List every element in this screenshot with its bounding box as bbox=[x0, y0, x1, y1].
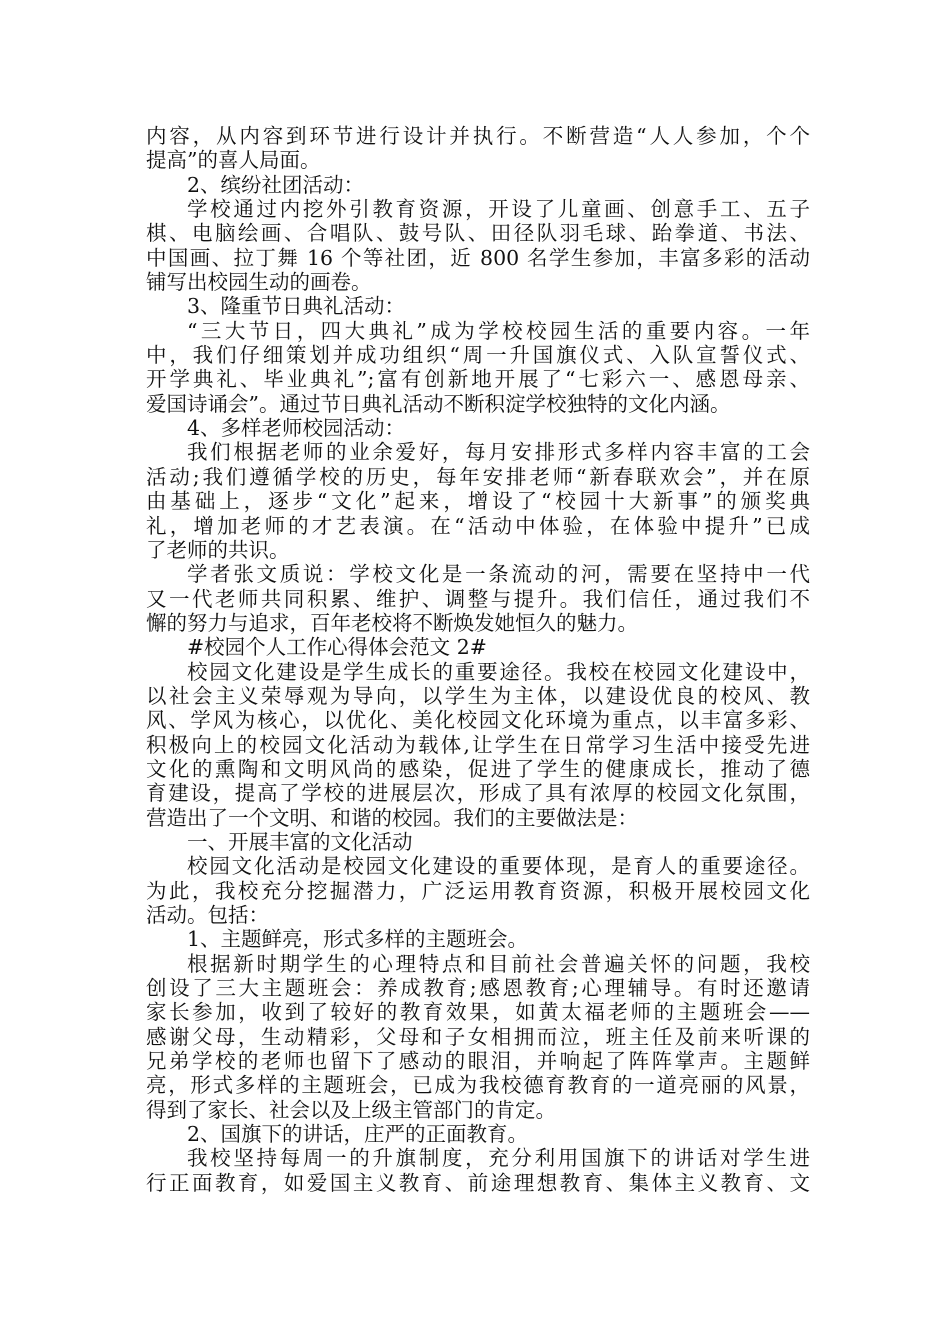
text-line: 铺写出校园生动的画卷。 bbox=[146, 270, 372, 295]
text-line: 中国画、拉丁舞 16 个等社团，近 800 名学生参加，丰富多彩的活动 bbox=[146, 245, 810, 270]
text-line: 校园文化建设是学生成长的重要途径。我校在校园文化建设中， bbox=[187, 659, 810, 684]
text-line: 风、学风为核心，以优化、美化校园文化环境为重点，以丰富多彩、 bbox=[146, 708, 810, 733]
text-line: 提高”的喜人局面。 bbox=[146, 148, 321, 173]
text-line: 创设了三大主题班会：养成教育;感恩教育;心理辅导。有时还邀请 bbox=[146, 976, 810, 1001]
text-line: “三大节日，四大典礼”成为学校校园生活的重要内容。一年 bbox=[187, 318, 810, 343]
text-line: #校园个人工作心得体会范文 2# bbox=[187, 635, 487, 660]
text-line: 内容，从内容到环节进行设计并执行。不断营造“人人参加，个个 bbox=[146, 124, 810, 148]
text-line: 兄弟学校的老师也留下了感动的眼泪，并响起了阵阵掌声。主题鲜 bbox=[146, 1049, 810, 1074]
text-line: 由基础上，逐步“文化”起来，增设了“校园十大新事”的颁奖典 bbox=[146, 489, 810, 514]
text-line: 2、缤纷社团活动： bbox=[187, 172, 365, 197]
text-line: 我们根据老师的业余爱好，每月安排形式多样内容丰富的工会 bbox=[187, 440, 810, 465]
text-line: 学者张文质说：学校文化是一条流动的河，需要在坚持中一代 bbox=[187, 562, 810, 587]
text-line: 积极向上的校园文化活动为载体,让学生在日常学习生活中接受先进 bbox=[146, 732, 810, 757]
text-line: 亮，形式多样的主题班会，已成为我校德育教育的一道亮丽的风景， bbox=[146, 1073, 810, 1098]
text-line: 懈的努力与追求，百年老校将不断焕发她恒久的魅力。 bbox=[146, 610, 638, 635]
text-line: 礼，增加老师的才艺表演。在“活动中体验，在体验中提升”已成 bbox=[146, 513, 810, 538]
text-line: 文化的熏陶和文明风尚的感染，促进了学生的健康成长，推动了德 bbox=[146, 756, 810, 781]
text-line: 校园文化活动是校园文化建设的重要体现，是育人的重要途径。 bbox=[187, 854, 810, 879]
text-line: 得到了家长、社会以及上级主管部门的肯定。 bbox=[146, 1097, 556, 1122]
text-line: 育建设，提高了学校的进展层次，形成了具有浓厚的校园文化氛围， bbox=[146, 781, 810, 806]
text-line: 为此，我校充分挖掘潜力，广泛运用教育资源，积极开展校园文化 bbox=[146, 878, 810, 903]
text-line: 活动。包括： bbox=[146, 903, 269, 927]
text-line: 行正面教育，如爱国主义教育、前途理想教育、集体主义教育、文 bbox=[146, 1170, 810, 1195]
text-line: 根据新时期学生的心理特点和目前社会普遍关怀的问题，我校 bbox=[187, 951, 810, 976]
text-line: 活动;我们遵循学校的历史，每年安排老师“新春联欢会”，并在原 bbox=[146, 464, 810, 489]
text-line: 我校坚持每周一的升旗制度，充分利用国旗下的讲话对学生进 bbox=[187, 1146, 810, 1171]
text-line: 2、国旗下的讲话，庄严的正面教育。 bbox=[187, 1122, 529, 1147]
text-line: 以社会主义荣辱观为导向，以学生为主体，以建设优良的校风、教 bbox=[146, 683, 810, 708]
text-line: 营造出了一个文明、和谐的校园。我们的主要做法是： bbox=[146, 805, 638, 830]
text-line: 了老师的共识。 bbox=[146, 537, 290, 562]
text-line: 家长参加，收到了较好的教育效果，如黄太福老师的主题班会—— bbox=[146, 1000, 810, 1025]
text-line: 4、多样老师校园活动： bbox=[187, 416, 406, 441]
text-line: 爱国诗诵会”。通过节日典礼活动不断积淀学校独特的文化内涵。 bbox=[146, 391, 731, 416]
text-line: 一、开展丰富的文化活动 bbox=[187, 829, 413, 854]
text-line: 学校通过内挖外引教育资源，开设了儿童画、创意手工、五子 bbox=[187, 197, 810, 222]
document-page bbox=[146, 124, 810, 1195]
text-line: 开学典礼、毕业典礼”;富有创新地开展了“七彩六一、感恩母亲、 bbox=[146, 367, 810, 392]
text-line: 棋、电脑绘画、合唱队、鼓号队、田径队羽毛球、跆拳道、书法、 bbox=[146, 221, 810, 246]
text-line: 感谢父母，生动精彩，父母和子女相拥而泣，班主任及前来听课的 bbox=[146, 1024, 810, 1049]
text-line: 又一代老师共同积累、维护、调整与提升。我们信任，通过我们不 bbox=[146, 586, 810, 611]
text-line: 中，我们仔细策划并成功组织“周一升国旗仪式、入队宣誓仪式、 bbox=[146, 343, 810, 368]
text-line: 3、隆重节日典礼活动： bbox=[187, 294, 406, 319]
text-line: 1、主题鲜亮，形式多样的主题班会。 bbox=[187, 927, 529, 952]
